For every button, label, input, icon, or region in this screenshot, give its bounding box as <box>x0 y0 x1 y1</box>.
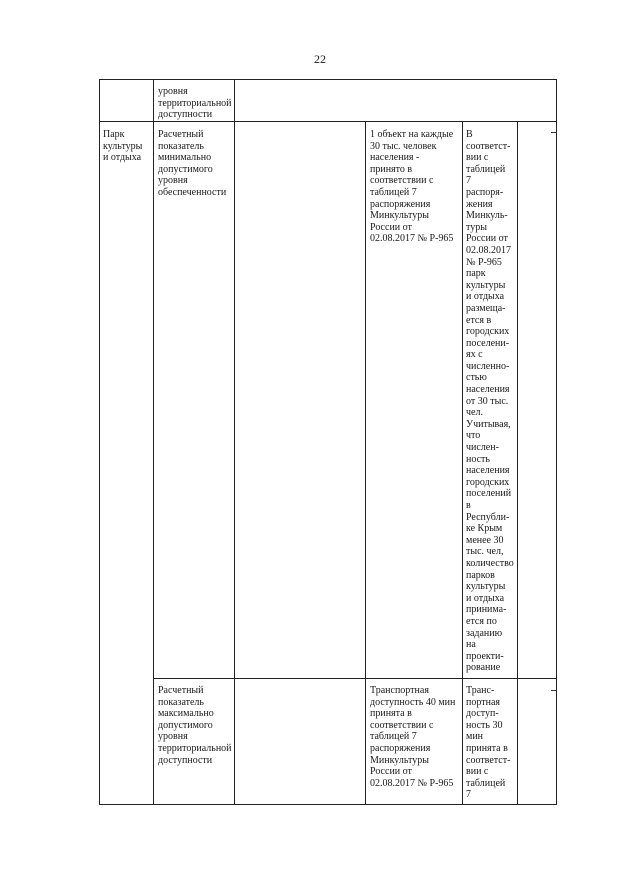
text-line: в <box>466 500 471 511</box>
text-line: количество <box>466 557 514 569</box>
text-line: доступность 40 мин <box>370 696 456 708</box>
text-line: № Р-965 <box>466 256 502 268</box>
text-line: таблицей <box>466 777 506 789</box>
text-line: соответствии с <box>370 719 434 731</box>
text-line: 7 <box>466 789 471 801</box>
text-line: ке Крым <box>466 523 503 535</box>
text-line: соответствии с <box>370 175 434 187</box>
text-line: Расчетный <box>158 685 204 696</box>
text-line: культуры <box>466 581 506 593</box>
text-line: допустимого <box>158 163 213 175</box>
text-line: заданию <box>466 627 503 639</box>
text-line: населения - <box>370 152 420 164</box>
text-line: поселений <box>466 488 512 500</box>
text-line: портная <box>466 696 500 708</box>
text-line: России от <box>370 766 412 778</box>
text-line: уровня <box>158 175 188 187</box>
text-line: Минкультуры <box>370 210 429 222</box>
text-line: и отдыха <box>103 152 142 164</box>
column-divider <box>153 79 154 805</box>
text-line: поселени- <box>466 337 510 349</box>
text-line: соответст- <box>466 754 511 766</box>
text-line: ется в <box>466 314 492 326</box>
column-divider <box>365 121 366 805</box>
text-line: территориальной <box>158 97 232 109</box>
column-divider <box>517 121 518 805</box>
text-line: парк <box>466 268 486 280</box>
text-line: 02.08.2017 <box>466 244 511 256</box>
text-line: принята в <box>466 742 508 754</box>
text-line: вии с <box>466 766 489 778</box>
text-line: показатель <box>158 140 204 152</box>
text-line: доступности <box>158 109 213 121</box>
text-line: стью <box>466 372 487 384</box>
text-line: числен- <box>466 442 499 454</box>
text-line: населения <box>466 384 510 396</box>
column-divider <box>462 121 463 805</box>
column-divider <box>234 79 235 805</box>
text-line: от 30 тыс. <box>466 395 509 407</box>
text-line: культуры <box>466 279 506 291</box>
page-number: 22 <box>314 52 326 66</box>
cell-indicator-access <box>158 685 234 766</box>
text-line: вии с <box>466 152 489 164</box>
text-line: ность 30 <box>466 719 503 731</box>
text-line: размеща- <box>466 302 506 314</box>
text-line: что <box>466 430 481 442</box>
text-line: таблицей <box>466 163 506 175</box>
text-line: показатель <box>158 696 204 708</box>
text-line: территориальной <box>158 742 232 754</box>
text-line: ется по <box>466 615 497 627</box>
row-divider <box>153 678 557 679</box>
text-line: распоряжения <box>370 198 431 210</box>
cell-norm-min <box>370 129 460 245</box>
cell-norm-access <box>370 685 460 789</box>
text-line: на <box>466 639 476 651</box>
text-line: распоря- <box>466 186 504 198</box>
text-line: населения <box>466 465 510 477</box>
text-line: минимально <box>158 152 212 164</box>
cell-top-indicator <box>158 86 232 121</box>
text-line: доступ- <box>466 708 499 720</box>
text-line: Парк <box>103 129 125 140</box>
text-line: ность <box>466 453 490 465</box>
cell-object-name <box>103 129 151 164</box>
text-line: таблицей 7 <box>370 731 417 743</box>
margin-dash <box>551 132 556 133</box>
text-line: 30 тыс. человек <box>370 140 437 152</box>
margin-dash <box>551 690 556 691</box>
cell-indicator-min <box>158 129 232 199</box>
text-line: доступности <box>158 754 213 766</box>
text-line: Учитывая, <box>466 418 511 430</box>
text-line: Минкультуры <box>370 754 429 766</box>
text-line: проекти- <box>466 650 504 662</box>
text-line: городских <box>466 326 510 338</box>
text-line: мин <box>466 731 484 743</box>
row-divider <box>99 121 557 122</box>
text-line: принима- <box>466 604 507 616</box>
text-line: В <box>466 129 473 140</box>
text-line: и отдыха <box>466 592 505 604</box>
text-line: ях с <box>466 349 483 361</box>
text-line: соответст- <box>466 140 511 152</box>
text-line: России от <box>370 221 412 233</box>
text-line: допустимого <box>158 719 213 731</box>
text-line: обеспеченности <box>158 186 227 198</box>
text-line: распоряжения <box>370 742 431 754</box>
text-line: таблицей 7 <box>370 186 417 198</box>
cell-justification-access <box>466 685 516 801</box>
text-line: туры <box>466 221 487 233</box>
text-line: Минкуль- <box>466 210 508 222</box>
text-line: Республи- <box>466 511 510 523</box>
text-line: принята в <box>370 708 412 720</box>
text-line: численно- <box>466 360 510 372</box>
text-line: менее 30 <box>466 534 504 546</box>
text-line: Расчетный <box>158 129 204 140</box>
text-line: принято в <box>370 163 413 175</box>
text-line: тыс. чел, <box>466 546 504 558</box>
text-line: культуры <box>103 140 143 152</box>
text-line: 02.08.2017 № Р-965 <box>370 777 454 789</box>
text-line: 02.08.2017 № Р-965 <box>370 233 454 245</box>
text-line: парков <box>466 569 495 581</box>
cell-justification-min <box>466 129 516 674</box>
text-line: Транспортная <box>370 685 429 696</box>
text-line: чел. <box>466 407 483 419</box>
text-line: жения <box>466 198 493 210</box>
text-line: рование <box>466 662 501 674</box>
text-line: России от <box>466 233 508 245</box>
text-line: 7 <box>466 175 471 187</box>
text-line: 1 объект на каждые <box>370 129 454 140</box>
text-line: Транс- <box>466 685 495 696</box>
text-line: и отдыха <box>466 291 505 303</box>
text-line: уровня <box>158 86 188 97</box>
text-line: уровня <box>158 731 188 743</box>
text-line: городских <box>466 476 510 488</box>
text-line: максимально <box>158 708 214 720</box>
